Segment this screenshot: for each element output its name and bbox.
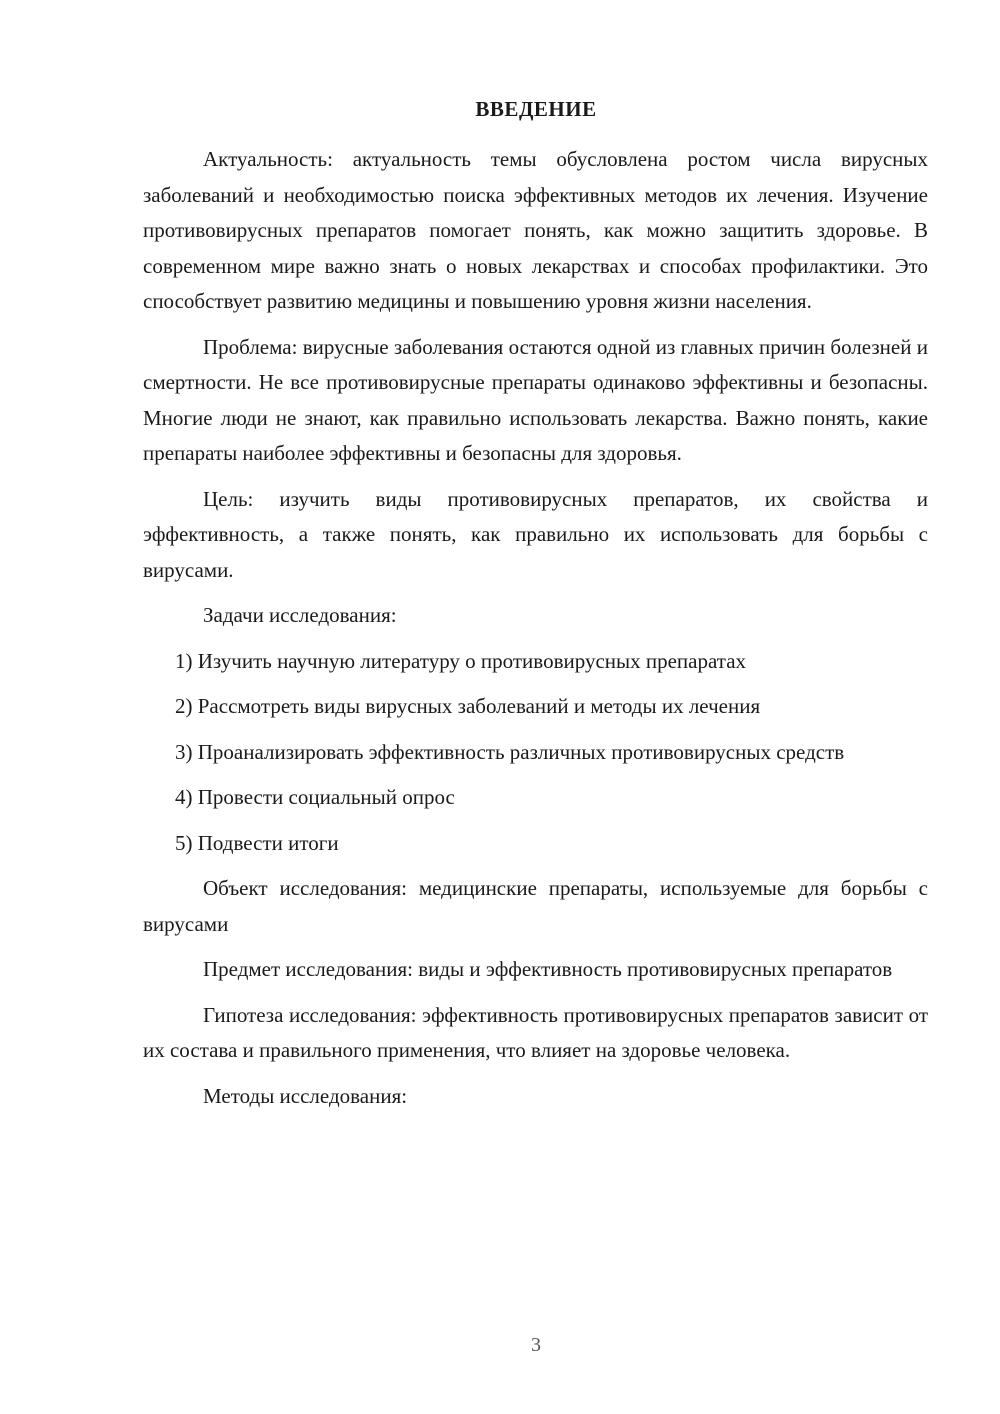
task-item-1: 1) Изучить научную литературу о противовирусных препаратах [175,648,747,673]
task-item-3: 3) Проанализировать эффективность различных противовирусных средств [175,739,845,764]
task-item-5: 5) Подвести итоги [175,830,339,855]
page-title: ВВЕДЕНИЕ [475,97,597,121]
paragraph-subject: Предмет исследования: виды и эффективность противовирусных препаратов [203,957,893,981]
paragraph-relevance: Актуальность: актуальность темы обусловлена ростом числа вирусных заболеваний и необходимостью поиска эффективных методов их лечения. Изучение противовирусных препаратов помогает понять, как можно защитить здоровье. В современном мире важно знать о новых лекарствах и способах профилактики. Это способствует развитию медицины и повышению уровня жизни населения. [143,147,928,313]
task-item-4: 4) Провести социальный опрос [175,785,455,809]
tasks-title: Задачи исследования: [203,603,397,627]
page-number: 3 [531,1334,541,1356]
paragraph-hypothesis: Гипотеза исследования: эффективность противовирусных препаратов зависит от их состава и правильного применения, что влияет на здоровье человека. [143,1002,928,1062]
methods-title: Методы исследования: [203,1083,408,1108]
paragraph-problem: Проблема: вирусные заболевания остаются одной из главных причин болезней и смертности. Не все противовирусные препараты одинаково эффективны и безопасны. Многие люди не знают, как правильно использовать лекарства. Важно понять, какие препараты наиболее эффективны и безопасны для здоровья. [143,334,928,465]
task-item-2: 2) Рассмотреть виды вирусных заболеваний и методы их лечения [175,694,761,718]
document-body [143,142,928,1114]
paragraph-object: Объект исследования: медицинские препараты, используемые для борьбы с вирусами [143,876,928,936]
paragraph-goal: Цель: изучить виды противовирусных препаратов, их свойства и эффективность, а также понять, как правильно их использовать для борьбы с вирусами. [143,486,928,582]
